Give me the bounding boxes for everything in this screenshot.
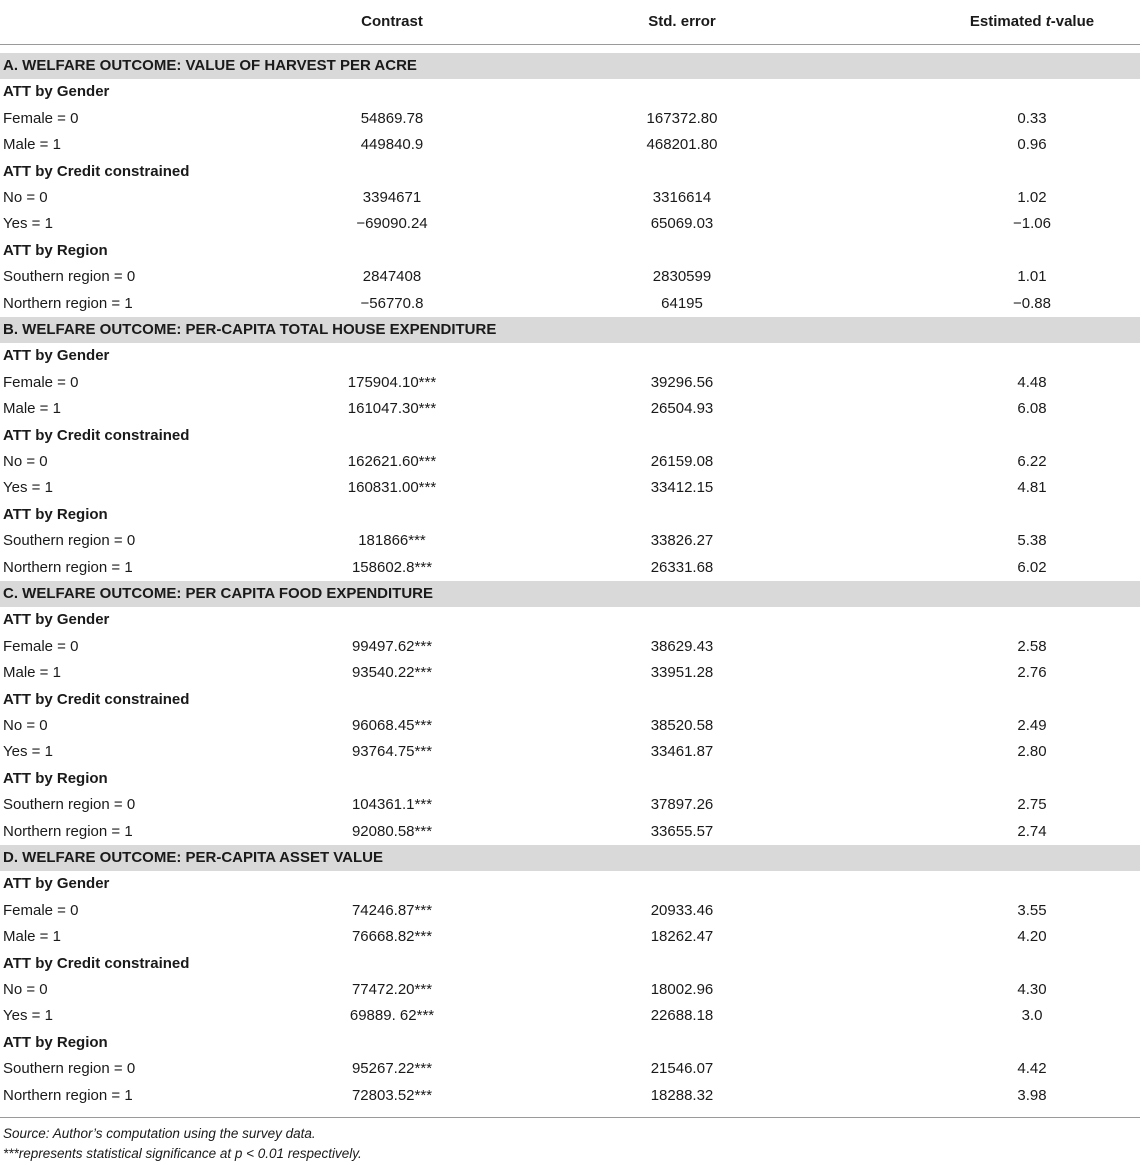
std-error-cell: 33461.87 <box>650 743 714 760</box>
std-error-cell: 64195 <box>661 295 703 312</box>
t-value-cell: 2.76 <box>1017 664 1047 681</box>
section-title: D. WELFARE OUTCOME: PER-CAPITA ASSET VALUE <box>3 849 384 866</box>
t-value-cell: 1.02 <box>1017 189 1047 206</box>
group-label: ATT by Gender <box>3 875 110 892</box>
row-label: Female = 0 <box>3 374 79 391</box>
table-row <box>0 370 1143 396</box>
table-row <box>0 977 1143 1003</box>
std-error-cell: 22688.18 <box>650 1007 714 1024</box>
group-label: ATT by Credit constrained <box>3 955 190 972</box>
group-label: ATT by Credit constrained <box>3 163 190 180</box>
row-label: Male = 1 <box>3 664 61 681</box>
section-title: A. WELFARE OUTCOME: VALUE OF HARVEST PER ACRE <box>3 57 417 74</box>
group-header-row <box>0 871 1143 897</box>
group-label: ATT by Gender <box>3 83 110 100</box>
table-row <box>0 634 1143 660</box>
contrast-cell: 158602.8*** <box>351 559 433 576</box>
t-value-cell: 4.48 <box>1017 374 1047 391</box>
t-value-cell: 0.33 <box>1017 110 1047 127</box>
contrast-cell: 162621.60*** <box>347 453 437 470</box>
contrast-cell: 175904.10*** <box>347 374 437 391</box>
contrast-cell: 69889. 62*** <box>349 1007 435 1024</box>
header-rule <box>0 44 1140 45</box>
std-error-cell: 38520.58 <box>650 717 714 734</box>
row-label: No = 0 <box>3 189 48 206</box>
row-label: Southern region = 0 <box>3 796 136 813</box>
t-value-cell: 1.01 <box>1017 268 1047 285</box>
row-label: No = 0 <box>3 717 48 734</box>
section-header-row <box>0 317 1140 343</box>
row-label: Northern region = 1 <box>3 559 133 576</box>
table-row <box>0 132 1143 158</box>
contrast-cell: 160831.00*** <box>347 479 437 496</box>
row-label: No = 0 <box>3 981 48 998</box>
table-header <box>0 9 1143 35</box>
table-row <box>0 739 1143 765</box>
row-label: Southern region = 0 <box>3 532 136 549</box>
table-row <box>0 264 1143 290</box>
bottom-rule <box>0 1117 1140 1118</box>
section-title: B. WELFARE OUTCOME: PER-CAPITA TOTAL HOUSE EXPENDITURE <box>3 321 497 338</box>
contrast-cell: 72803.52*** <box>351 1087 433 1104</box>
group-header-row <box>0 1030 1143 1056</box>
table-row <box>0 475 1143 501</box>
row-label: Northern region = 1 <box>3 1087 133 1104</box>
group-header-row <box>0 423 1143 449</box>
std-error-cell: 38629.43 <box>650 638 714 655</box>
std-error-cell: 18288.32 <box>650 1087 714 1104</box>
table-row <box>0 555 1143 581</box>
std-error-cell: 33655.57 <box>650 823 714 840</box>
t-value-suffix: -value <box>1050 13 1095 30</box>
std-error-cell: 468201.80 <box>646 136 718 153</box>
std-error-cell: 20933.46 <box>650 902 714 919</box>
std-error-cell: 26504.93 <box>650 400 714 417</box>
t-value-italic: t <box>1045 13 1051 30</box>
row-label: Yes = 1 <box>3 479 53 496</box>
group-header-row <box>0 343 1143 369</box>
contrast-cell: 95267.22*** <box>351 1060 433 1077</box>
group-header-row <box>0 159 1143 185</box>
table-row <box>0 1083 1143 1109</box>
row-label: Male = 1 <box>3 400 61 417</box>
group-label: ATT by Region <box>3 506 108 523</box>
table-row <box>0 185 1143 211</box>
contrast-cell: 3394671 <box>362 189 422 206</box>
t-value-cell: −0.88 <box>1013 295 1051 312</box>
contrast-cell: −69090.24 <box>356 215 428 232</box>
group-label: ATT by Gender <box>3 611 110 628</box>
t-value-cell: 4.30 <box>1017 981 1047 998</box>
row-label: Southern region = 0 <box>3 268 136 285</box>
row-label: Female = 0 <box>3 902 79 919</box>
footnote-source: Source: Author’s computation using the survey data. <box>3 1126 316 1141</box>
table-row <box>0 396 1143 422</box>
group-header-row <box>0 502 1143 528</box>
row-label: Northern region = 1 <box>3 295 133 312</box>
table-row <box>0 449 1143 475</box>
row-label: Yes = 1 <box>3 743 53 760</box>
column-header-contrast: Contrast <box>361 13 423 30</box>
t-value-cell: 2.58 <box>1017 638 1047 655</box>
std-error-cell: 18002.96 <box>650 981 714 998</box>
table-row <box>0 792 1143 818</box>
contrast-cell: 93764.75*** <box>351 743 433 760</box>
row-label: Southern region = 0 <box>3 1060 136 1077</box>
column-header-std-error: Std. error <box>648 13 716 30</box>
contrast-cell: 74246.87*** <box>351 902 433 919</box>
std-error-cell: 33826.27 <box>650 532 714 549</box>
footnote-significance: ***represents statistical significance at p < 0.01 respectively. <box>3 1146 362 1161</box>
group-header-row <box>0 238 1143 264</box>
contrast-cell: 99497.62*** <box>351 638 433 655</box>
table-row <box>0 898 1143 924</box>
std-error-cell: 33951.28 <box>650 664 714 681</box>
contrast-cell: 449840.9 <box>360 136 424 153</box>
group-label: ATT by Credit constrained <box>3 691 190 708</box>
table-row <box>0 1056 1143 1082</box>
std-error-cell: 37897.26 <box>650 796 714 813</box>
section-title: C. WELFARE OUTCOME: PER CAPITA FOOD EXPENDITURE <box>3 585 434 602</box>
std-error-cell: 65069.03 <box>650 215 714 232</box>
contrast-cell: −56770.8 <box>360 295 424 312</box>
group-label: ATT by Region <box>3 1034 108 1051</box>
t-value-cell: 2.75 <box>1017 796 1047 813</box>
std-error-cell: 3316614 <box>652 189 712 206</box>
table-row <box>0 291 1143 317</box>
section-header-row <box>0 581 1140 607</box>
contrast-cell: 104361.1*** <box>351 796 433 813</box>
contrast-cell: 77472.20*** <box>351 981 433 998</box>
table-row <box>0 528 1143 554</box>
group-label: ATT by Region <box>3 242 108 259</box>
row-label: Male = 1 <box>3 136 61 153</box>
std-error-cell: 26159.08 <box>650 453 714 470</box>
group-header-row <box>0 687 1143 713</box>
section-header-row <box>0 845 1140 871</box>
t-value-cell: 3.0 <box>1021 1007 1043 1024</box>
t-value-cell: 3.55 <box>1017 902 1047 919</box>
t-value-cell: 2.80 <box>1017 743 1047 760</box>
row-label: Female = 0 <box>3 638 79 655</box>
table-row <box>0 819 1143 845</box>
contrast-cell: 181866*** <box>358 532 426 549</box>
group-label: ATT by Credit constrained <box>3 427 190 444</box>
contrast-cell: 96068.45*** <box>351 717 433 734</box>
table-row <box>0 713 1143 739</box>
t-value-cell: 4.20 <box>1017 928 1047 945</box>
t-value-cell: 5.38 <box>1017 532 1047 549</box>
t-value-cell: 3.98 <box>1017 1087 1047 1104</box>
row-label: No = 0 <box>3 453 48 470</box>
t-value-cell: 4.81 <box>1017 479 1047 496</box>
t-value-cell: 2.74 <box>1017 823 1047 840</box>
column-header-t-value <box>925 9 1139 35</box>
table-row <box>0 660 1143 686</box>
contrast-cell: 2847408 <box>362 268 422 285</box>
t-value-prefix: Estimated <box>969 13 1046 30</box>
contrast-cell: 54869.78 <box>360 110 424 127</box>
std-error-cell: 21546.07 <box>650 1060 714 1077</box>
row-label: Northern region = 1 <box>3 823 133 840</box>
t-value-cell: 6.02 <box>1017 559 1047 576</box>
std-error-cell: 18262.47 <box>650 928 714 945</box>
group-header-row <box>0 607 1143 633</box>
contrast-cell: 76668.82*** <box>351 928 433 945</box>
contrast-cell: 92080.58*** <box>351 823 433 840</box>
row-label: Yes = 1 <box>3 1007 53 1024</box>
t-value-cell: 2.49 <box>1017 717 1047 734</box>
std-error-cell: 33412.15 <box>650 479 714 496</box>
t-value-cell: 6.08 <box>1017 400 1047 417</box>
std-error-cell: 39296.56 <box>650 374 714 391</box>
t-value-cell: −1.06 <box>1013 215 1051 232</box>
contrast-cell: 161047.30*** <box>347 400 437 417</box>
std-error-cell: 167372.80 <box>646 110 718 127</box>
table-row <box>0 924 1143 950</box>
group-label: ATT by Region <box>3 770 108 787</box>
t-value-cell: 6.22 <box>1017 453 1047 470</box>
t-value-cell: 4.42 <box>1017 1060 1047 1077</box>
t-value-cell: 0.96 <box>1017 136 1047 153</box>
table-row <box>0 1003 1143 1029</box>
table-row <box>0 106 1143 132</box>
row-label: Yes = 1 <box>3 215 53 232</box>
contrast-cell: 93540.22*** <box>351 664 433 681</box>
row-label: Female = 0 <box>3 110 79 127</box>
group-header-row <box>0 79 1143 105</box>
group-label: ATT by Gender <box>3 347 110 364</box>
table-row <box>0 211 1143 237</box>
std-error-cell: 2830599 <box>652 268 712 285</box>
section-header-row <box>0 53 1140 79</box>
group-header-row <box>0 951 1143 977</box>
group-header-row <box>0 766 1143 792</box>
std-error-cell: 26331.68 <box>650 559 714 576</box>
row-label: Male = 1 <box>3 928 61 945</box>
